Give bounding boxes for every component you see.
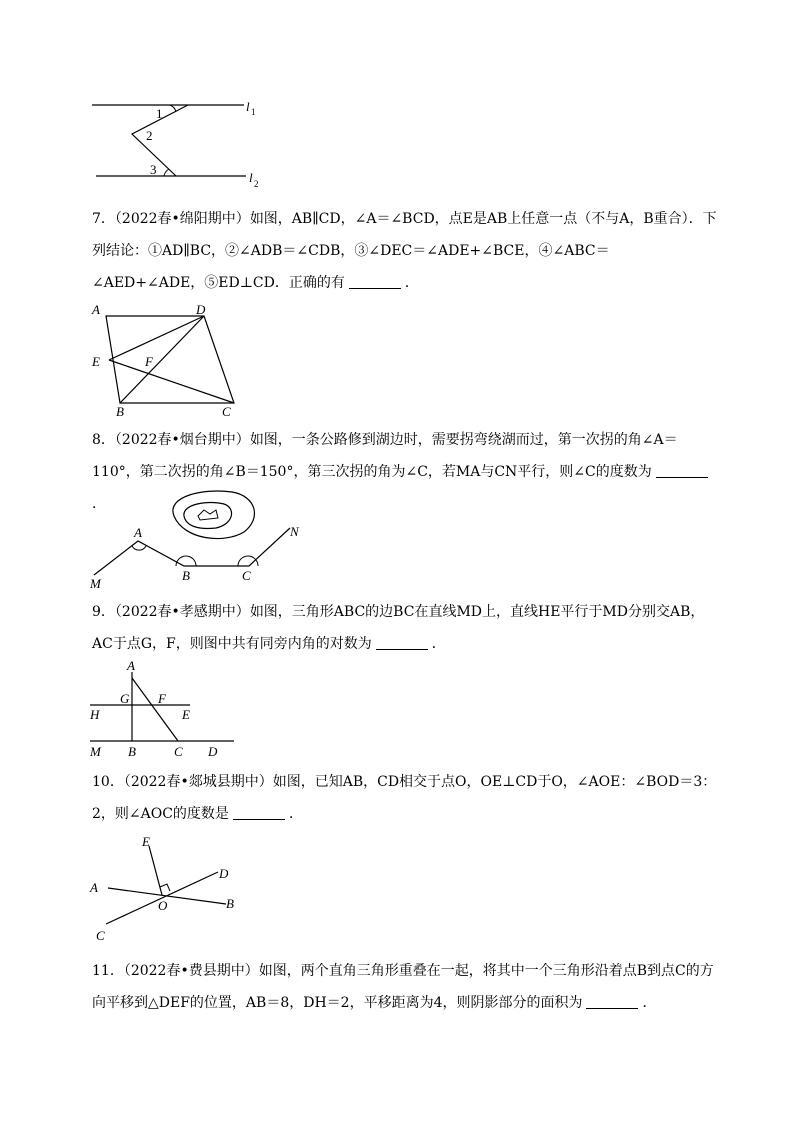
line-label-l2-sub: 2 [254, 179, 259, 189]
answer-blank[interactable] [656, 463, 708, 478]
point-label-C: C [222, 404, 231, 418]
answer-blank[interactable] [349, 274, 401, 289]
line-label-l1-sub: 1 [251, 107, 256, 117]
question-number: 9． [92, 604, 115, 620]
point-label-M: M [90, 744, 101, 759]
point-label-D: D [196, 302, 206, 317]
point-label-G: G [120, 691, 130, 706]
intersecting-lines-figure [84, 832, 254, 944]
answer-blank[interactable] [586, 994, 638, 1009]
angle-label-3: 3 [150, 162, 157, 177]
question-source: （2022春•烟台期中） [114, 432, 250, 448]
point-label-H: H [90, 707, 100, 722]
question-source: （2022春•郯城县期中） [123, 774, 273, 790]
parallel-lines-figure [84, 94, 284, 194]
triangle-parallel-figure [84, 656, 244, 762]
question-11 [92, 955, 720, 1019]
point-label-D: D [208, 744, 218, 759]
point-label-F: F [145, 354, 153, 369]
point-label-M: M [90, 576, 101, 591]
question-source: （2022春•费县期中） [123, 963, 259, 979]
point-label-B: B [182, 568, 190, 583]
point-label-B: B [128, 744, 136, 759]
point-label-E: E [142, 834, 150, 849]
question-number: 11． [92, 963, 124, 979]
point-label-A: A [134, 525, 142, 540]
question-9 [92, 596, 720, 660]
point-label-E: E [92, 354, 100, 369]
question-text: 如图，已知AB，CD相交于点O，OE⊥CD于O，∠AOE：∠BOD＝3：2，则∠AOC的度数是 [92, 774, 717, 822]
question-end: ． [431, 636, 446, 652]
question-text: 如图，两个直角三角形重叠在一起，将其中一个三角形沿着点B到点C的方向平移到△DEF的位置，AB＝8，DH＝2，平移距离为4，则阴影部分的面积为 [92, 963, 714, 1011]
question-end: ． [642, 995, 657, 1011]
point-label-A: A [127, 658, 135, 673]
point-label-B: B [116, 404, 124, 418]
angle-label-2: 2 [146, 128, 153, 143]
point-label-C: C [242, 568, 251, 583]
question-text: 如图，一条公路修到湖边时，需要拐弯绕湖而过，第一次拐的角∠A＝110°，第二次拐的角∠B＝150°，第三次拐的角为∠C，若MA与CN平行，则∠C的度数为 [92, 432, 678, 480]
question-end: ． [404, 275, 419, 291]
point-label-D: D [219, 866, 229, 881]
point-label-F: F [158, 691, 166, 706]
point-label-A: A [92, 302, 100, 317]
question-text: 如图，三角形ABC的边BC在直线MD上，直线HE平行于MD分别交AB，AC于点G，F，则图中共有同旁内角的对数为 [92, 604, 705, 652]
question-source: （2022春•绵阳期中） [114, 211, 250, 227]
question-number: 8． [92, 432, 115, 448]
point-label-O: O [158, 898, 168, 913]
point-label-C: C [96, 928, 105, 943]
line-label-l1: l [246, 99, 250, 114]
answer-blank[interactable] [376, 635, 428, 650]
parallelogram-figure [84, 300, 254, 418]
point-label-A: A [90, 880, 98, 895]
question-10 [92, 766, 720, 830]
question-end: ． [288, 806, 303, 822]
point-label-N: N [290, 524, 299, 539]
point-label-B: B [226, 896, 234, 911]
question-number: 7． [92, 211, 115, 227]
line-label-l2: l [249, 170, 253, 185]
question-end: ． [92, 496, 106, 512]
question-7 [92, 203, 720, 299]
point-label-E: E [182, 707, 190, 722]
question-text: 如图，AB∥CD，∠A＝∠BCD，点E是AB上任意一点（不与A，B重合）．下列结论：①AD∥BC，②∠ADB＝∠CDB，③∠DEC＝∠ADE+∠BCE，④∠ABC＝∠AED+∠ADE，⑤ED⊥CD．正确的有 [92, 211, 717, 291]
question-source: （2022春•孝感期中） [114, 604, 250, 620]
lake-road-figure [84, 488, 314, 592]
point-label-C: C [174, 744, 183, 759]
question-number: 10． [92, 774, 124, 790]
angle-label-1: 1 [156, 106, 163, 121]
answer-blank[interactable] [233, 805, 285, 820]
